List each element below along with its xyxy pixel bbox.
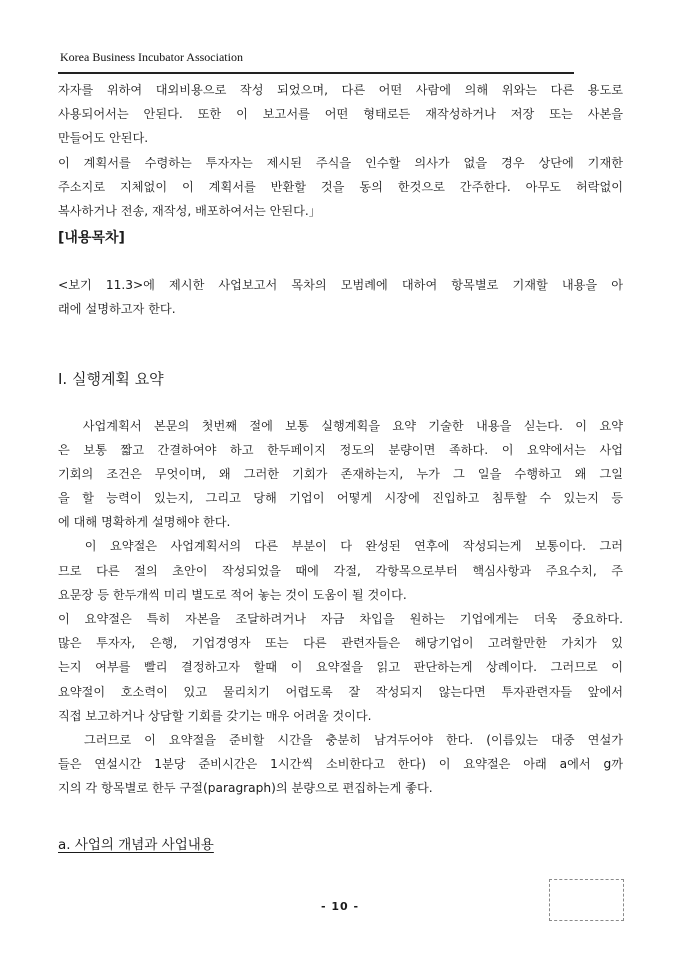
text-line: 들은 연설시간 1분당 준비시간은 1시간씩 소비한다고 한다) 이 요약절은 아래 a에서 g까: [58, 757, 623, 772]
text-line: 만들어도 안된다.: [58, 131, 149, 146]
toc-heading: [내용목차]: [58, 230, 125, 247]
text-line: 기회의 조건은 무엇이며, 왜 그러한 기회가 존재하는지, 누가 그 일을 수행하고 왜 그일: [58, 466, 623, 481]
text-line: 이 요약절은 사업계획서의 다른 부분이 다 완성된 연후에 작성되는게 보통이다. 그러: [58, 539, 623, 554]
text-line: 에 대해 명확하게 설명해야 한다.: [58, 515, 231, 530]
text-line: 많은 투자자, 은행, 기업경영자 또는 다른 관련자들은 해당기업이 고려할만한 가치가 있: [58, 636, 623, 651]
intro-paragraph: [58, 78, 623, 223]
text-line: 은 보통 짧고 간결하여야 하고 한두페이지 정도의 분량이면 족하다. 이 요약에서는 사업: [58, 442, 623, 457]
spacer: [58, 251, 623, 273]
text-line: 이 요약절은 특히 자본을 조달하려거나 자금 차입을 원하는 기업에게는 더욱 중요하다.: [58, 612, 623, 626]
text-line: 주소지로 지체없이 이 계획서를 반환할 것을 동의 한것으로 간주한다. 아무도 허락없이: [58, 179, 623, 194]
toc-paragraph: [58, 273, 623, 321]
spacer: [58, 801, 623, 833]
text-line: <보기 11.3>에 제시한 사업보고서 목차의 모범례에 대하여 항목별로 기재할 내용을 아: [58, 278, 623, 293]
spacer: [58, 392, 623, 414]
text-line: 사용되어서는 안된다. 또한 이 보고서를 어떤 형태로든 재작성하거나 저장 또는 사본을: [58, 107, 623, 122]
text-line: 그러므로 이 요약절을 준비할 시간을 충분히 남겨두어야 한다. (이름있는 대중 연설가: [58, 732, 623, 747]
text-line: 요약절이 호소력이 있고 물리치기 어렵도록 잘 작성되지 않는다면 투자관련자들 앞에서: [58, 684, 623, 699]
text-line: 사업계획서 본문의 첫번째 절에 보통 실행계획을 요약 기술한 내용을 싣는다. 이 요약: [58, 418, 623, 433]
text-line: 래에 설명하고자 한다.: [58, 302, 176, 317]
text-line: 는지 여부를 빨리 결정하고자 할때 이 요약절을 읽고 판단하는게 상례이다. 그러므로 이: [58, 660, 623, 675]
document-header: Korea Business Incubator Association: [60, 50, 243, 64]
body-paragraphs: [58, 414, 623, 801]
text-line: 복사하거나 전송, 재작성, 배포하여서는 안된다.」: [58, 203, 321, 218]
page-content: [58, 78, 623, 857]
header-rule: [58, 72, 574, 74]
text-line: 직접 보고하거나 상담할 기회를 갖기는 매우 어려울 것이다.: [58, 708, 372, 723]
text-line: 요문장 등 한두개씩 미리 별도로 적어 놓는 것이 도움이 될 것이다.: [58, 587, 407, 602]
spacer: [58, 322, 623, 366]
section-title: Ⅰ. 실행계획 요약: [58, 369, 164, 388]
stamp-box: [549, 879, 624, 921]
text-line: 므로 다른 절의 초안이 작성되었을 때에 각절, 각항목으로부터 핵심사항과 주요수치, 주: [58, 563, 623, 578]
text-line: 을 할 능력이 있는지, 그리고 당해 기업이 어떻게 시장에 진입하고 침투할 수 있는지 등: [58, 491, 623, 506]
text-line: 이 계획서를 수령하는 투자자는 제시된 주식을 인수할 의사가 없을 경우 상단에 기재한: [58, 155, 623, 170]
text-line: 지의 각 항목별로 한두 구절(paragraph)의 분량으로 편집하는게 좋다.: [58, 781, 433, 796]
page-number: - 10 -: [320, 900, 360, 913]
subsection-title: a. 사업의 개념과 사업내용: [58, 836, 214, 853]
text-line: 자자를 위하여 대외비용으로 작성 되었으며, 다른 어떤 사람에 의해 위와는 다른 용도로: [58, 83, 623, 97]
